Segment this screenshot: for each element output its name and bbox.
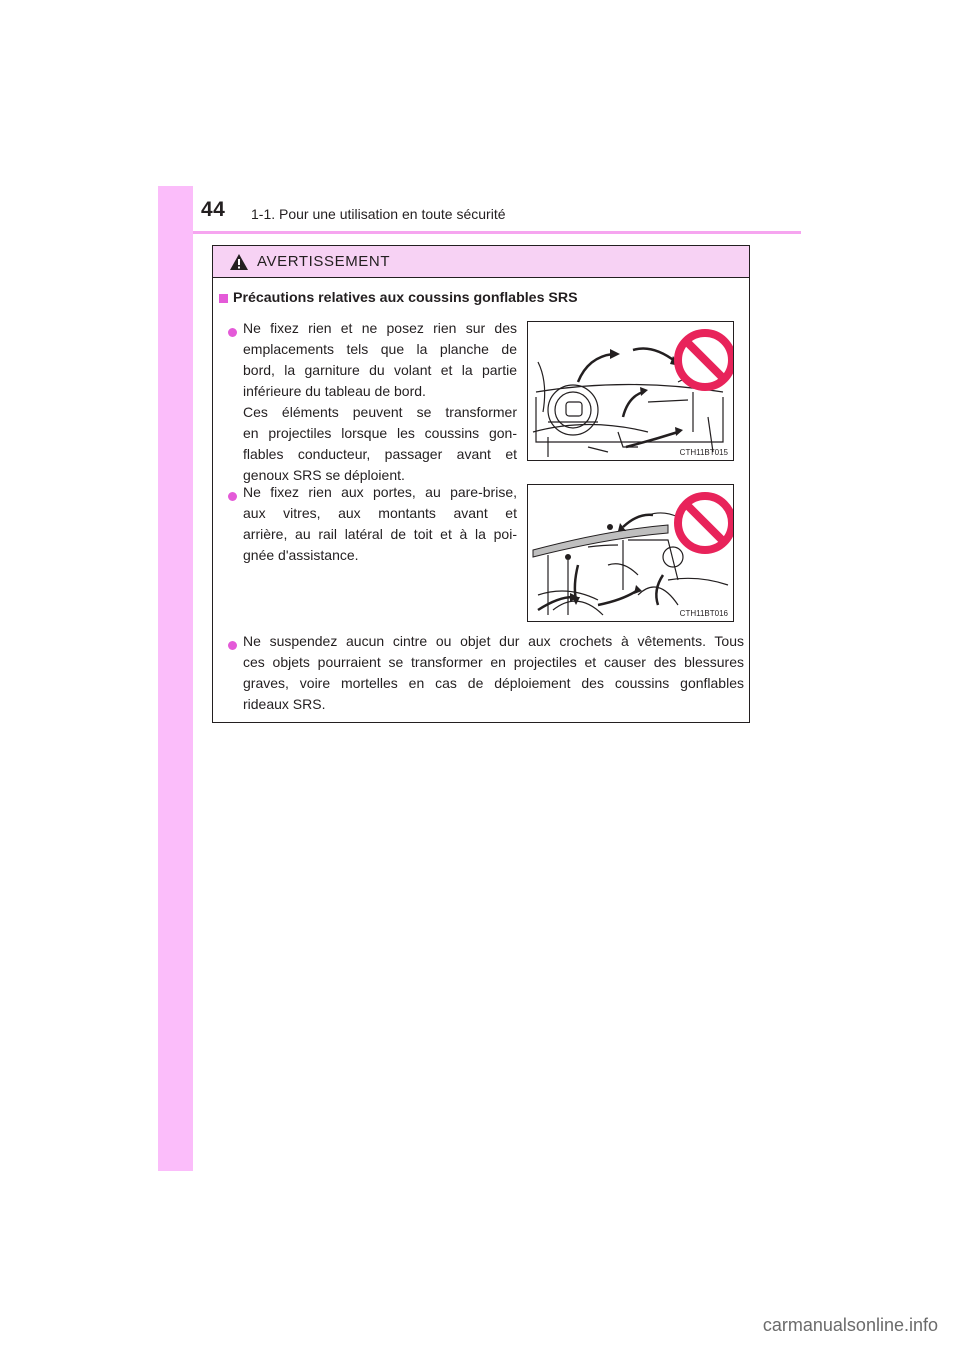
text-line: bord, la garniture du volant et la partie [243, 362, 517, 378]
bullet-icon [228, 328, 237, 337]
text-line: gnée d'assistance. [243, 547, 359, 563]
warning-box [212, 245, 750, 723]
bullet-icon [228, 641, 237, 650]
text-line: Ne fixez rien aux portes, au pare-brise, [243, 484, 517, 500]
warning-item-2 [243, 482, 517, 566]
page-number: 44 [201, 198, 226, 221]
warning-item-3 [243, 631, 744, 715]
dashboard-illustration [528, 322, 734, 461]
text-line: en projectiles lorsque les coussins gon- [243, 425, 517, 441]
figure-dashboard [527, 321, 734, 461]
text-line: aux vitres, aux montants avant et [243, 505, 517, 521]
subheading [219, 290, 578, 306]
square-bullet-icon [219, 294, 228, 303]
text-line: genoux SRS se déploient. [243, 467, 405, 483]
bullet-icon [228, 492, 237, 501]
figure-cabin [527, 484, 734, 622]
cabin-illustration [528, 485, 734, 622]
text-line: flables conducteur, passager avant et [243, 446, 517, 462]
text-line: rideaux SRS. [243, 696, 326, 712]
figure-code: CTH11BT016 [679, 609, 728, 618]
warning-title: AVERTISSEMENT [257, 253, 391, 270]
prohibition-icon [678, 333, 732, 387]
section-title: 1-1. Pour une utilisation en toute sécurité [251, 206, 506, 222]
text-line: inférieure du tableau de bord. [243, 383, 426, 399]
warning-header [213, 246, 749, 278]
subheading-text: Précautions relatives aux coussins gonflables SRS [233, 290, 578, 306]
prohibition-icon [678, 496, 732, 550]
text-line: Ces éléments peuvent se transformer [243, 404, 517, 420]
text-line: Ne suspendez aucun cintre ou objet dur aux crochets à vêtements. Tous [243, 633, 744, 649]
text-line: Ne fixez rien et ne posez rien sur des [243, 320, 517, 336]
text-line: graves, voire mortelles en cas de déploiement des coussins gonflables [243, 675, 744, 691]
side-tab [158, 186, 193, 1171]
figure-code: CTH11BT015 [679, 448, 728, 457]
text-line: ces objets pourraient se transformer en projectiles et causer des blessures [243, 654, 744, 670]
text-line: arrière, au rail latéral de toit et à la poi- [243, 526, 517, 542]
text-line: emplacements tels que la planche de [243, 341, 517, 357]
watermark: carmanualsonline.info [762, 1315, 938, 1335]
warning-triangle-icon [229, 253, 249, 271]
header-rule [193, 231, 801, 234]
warning-item-1 [243, 318, 517, 486]
